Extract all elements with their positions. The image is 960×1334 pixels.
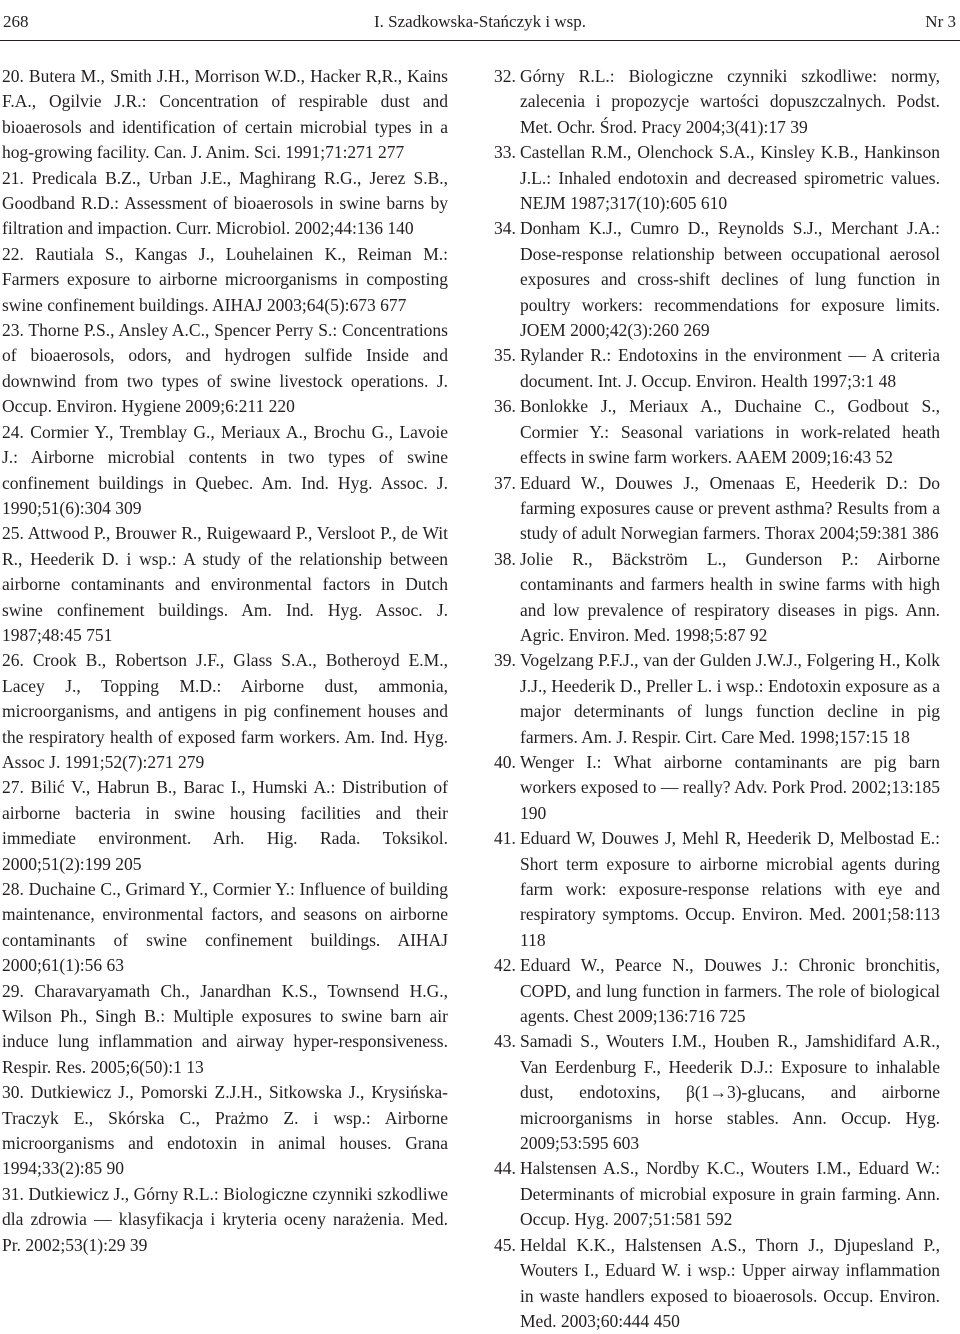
- reference-item: [494, 1233, 940, 1334]
- reference-item: [2, 979, 448, 1081]
- reference-item: [494, 648, 940, 750]
- reference-item: [494, 394, 940, 470]
- reference-text: Bonlokke J., Meriaux A., Duchaine C., Godbout S., Cormier Y.: Seasonal variations in work-related heath effects in swine farm workers. AAEM 2009;16:43 52: [520, 396, 940, 468]
- reference-text: Górny R.L.: Biologiczne czynniki szkodliwe: normy, zalecenia i propozycje wartości dopuszczalnych. Podst. Met. Ochr. Środ. Pracy 2004;3(41):17 39: [520, 66, 940, 137]
- reference-text: Eduard W, Douwes J, Mehl R, Heederik D, Melbostad E.: Short term exposure to airborne microbial agents during farm work: exposure-response relations with eye and respiratory symptoms. Occup. Environ. Med. 2001;58:113 118: [520, 828, 940, 950]
- reference-item: [2, 877, 448, 979]
- reference-item: [2, 1080, 448, 1182]
- reference-item: [2, 166, 448, 242]
- reference-text: 23. Thorne P.S., Ansley A.C., Spencer Perry S.: Concentrations of bioaerosols, odors, and hydrogen sulfide Inside and downwind from two types of swine livestock operations. J. Occup. Environ. Hygiene 2009;6:211 220: [2, 320, 448, 417]
- reference-item: [2, 420, 448, 522]
- reference-text: Heldal K.K., Halstensen A.S., Thorn J., Djupesland P., Wouters I., Eduard W. i wsp.: Upper airway inflammation in waste handlers exposed to bioaerosols. Occup. Environ. Med. 2003;60:444 450: [520, 1234, 940, 1331]
- reference-text: 27. Bilić V., Habrun B., Barac I., Humski A.: Distribution of airborne bacteria in swine housing facilities and their immediate environment. Arh. Hig. Rada. Toksikol. 2000;51(2):199 205: [2, 777, 448, 874]
- reference-number: 34.: [494, 218, 516, 239]
- reference-item: [494, 750, 940, 826]
- reference-number: 42.: [494, 955, 516, 976]
- reference-text: 30. Dutkiewicz J., Pomorski Z.J.H., Sitkowska J., Krysińska-Traczyk E., Skórska C., Prażmo Z. i wsp.: Airborne microorganisms and endotoxin in animal houses. Grana 1994;33(2):85 90: [2, 1082, 448, 1179]
- page-number: 268: [3, 12, 29, 31]
- reference-text: 28. Duchaine C., Grimard Y., Cormier Y.: Influence of building maintenance, environmental factors, and seasons on airborne contaminants of swine confinement buildings. AIHAJ 2000;61(1):56 63: [2, 879, 448, 976]
- reference-text: 20. Butera M., Smith J.H., Morrison W.D., Hacker R,R., Kains F.A., Ogilvie J.R.: Concentration of respirable dust and bioaerosols and identification of certain microbial types in a hog-growing facility. Can. J. Anim. Sci. 1991;71:271 277: [2, 66, 448, 163]
- header-rule: [0, 40, 960, 41]
- reference-text: Donham K.J., Cumro D., Reynolds S.J., Merchant J.A.: Dose-response relationship between occupational aerosol exposures and cross-shift declines of lung function in poultry workers: recommendations for exposure limits. JOEM 2000;42(3):260 269: [520, 218, 940, 341]
- references-left-column: [2, 64, 448, 1258]
- reference-number: 32.: [494, 66, 516, 86]
- reference-item: [2, 64, 448, 166]
- reference-text: Jolie R., Bäckström L., Gunderson P.: Airborne contaminants and farmers health in swine farms with high and low prevalence of respiratory diseases in pigs. Ann. Agric. Environ. Med. 1998;5:87 92: [520, 548, 940, 645]
- reference-item: [494, 140, 940, 216]
- reference-text: 29. Charavaryamath Ch., Janardhan K.S., Townsend H.G., Wilson Ph., Singh B.: Multiple exposures to swine barn air induce lung inflammation and airway hyper-responsiveness. Respir. Res. 2005;6(50):1 13: [2, 980, 448, 1077]
- reference-text: 22. Rautiala S., Kangas J., Louhelainen K., Reiman M.: Farmers exposure to airborne microorganisms in composting swine confinement buildings. AIHAJ 2003;64(5):673 677: [2, 243, 448, 315]
- reference-item: [2, 1182, 448, 1258]
- reference-number: 43.: [494, 1031, 516, 1052]
- references-right-column: [494, 64, 940, 1334]
- reference-number: 44.: [494, 1158, 516, 1179]
- reference-item: [494, 64, 940, 140]
- reference-item: [494, 953, 940, 1029]
- reference-item: [494, 826, 940, 953]
- reference-item: [2, 521, 448, 648]
- reference-text: Rylander R.: Endotoxins in the environment — A criteria document. Int. J. Occup. Environ. Health 1997;3:1 48: [520, 345, 940, 391]
- running-title: I. Szadkowska-Stańczyk i wsp.: [374, 12, 586, 31]
- reference-text: 31. Dutkiewicz J., Górny R.L.: Biologiczne czynniki szkodliwe dla zdrowia — klasyfikacja i kryteria oceny narażenia. Med. Pr. 2002;53(1):29 39: [2, 1183, 448, 1255]
- reference-item: [494, 547, 940, 649]
- reference-number: 39.: [494, 650, 516, 671]
- reference-text: 24. Cormier Y., Tremblay G., Meriaux A., Brochu G., Lavoie J.: Airborne microbial contents in two types of swine confinement buildings in Quebec. Am. Ind. Hyg. Assoc. J. 1990;51(6):304 309: [2, 421, 448, 518]
- reference-text: Eduard W., Douwes J., Omenaas E, Heederik D.: Do farming exposures cause or prevent asthma? Results from a study of adult Norwegian farmers. Thorax 2004;59:381 386: [520, 472, 940, 544]
- reference-number: 37.: [494, 472, 516, 493]
- reference-item: [494, 343, 940, 394]
- reference-item: [494, 216, 940, 343]
- reference-number: 36.: [494, 396, 516, 417]
- reference-text: Samadi S., Wouters I.M., Houben R., Jamshidifard A.R., Van Eerdenburg F., Heederik D.J.: Exposure to inhalable dust, endotoxins, β(1→3)-glucans, and airborne microorganisms in horse stables. Ann. Occup. Hyg. 2009;53:595 603: [520, 1031, 940, 1154]
- reference-item: [2, 648, 448, 775]
- reference-text: Eduard W., Pearce N., Douwes J.: Chronic bronchitis, COPD, and lung function in farmers. The role of biological agents. Chest 2009;136:716 725: [520, 955, 940, 1027]
- reference-number: 45.: [494, 1234, 516, 1255]
- reference-item: [494, 1156, 940, 1232]
- reference-number: 41.: [494, 828, 516, 849]
- reference-item: [494, 1029, 940, 1156]
- running-header: [0, 0, 960, 40]
- reference-number: 40.: [494, 751, 516, 772]
- reference-text: Castellan R.M., Olenchock S.A., Kinsley K.B., Hankinson J.L.: Inhaled endotoxin and decreased spirometric values. NEJM 1987;317(10):605 610: [520, 142, 940, 214]
- reference-text: Halstensen A.S., Nordby K.C., Wouters I.M., Eduard W.: Determinants of microbial exposure in grain farming. Ann. Occup. Hyg. 2007;51:581 592: [520, 1158, 940, 1230]
- reference-item: [2, 242, 448, 318]
- reference-text: 25. Attwood P., Brouwer R., Ruigewaard P., Versloot P., de Wit R., Heederik D. i wsp.: A study of the relationship between airborne contaminants and environmental factors in Dutch swine confinement buildings. Am. Ind. Hyg. Assoc. J. 1987;48:45 751: [2, 523, 448, 645]
- issue-label: Nr 3: [925, 12, 956, 31]
- reference-text: Vogelzang P.F.J., van der Gulden J.W.J., Folgering H., Kolk J.J., Heederik D., Preller L. i wsp.: Endotoxin exposure as a major determinants of lungs function decline in pig farmers. Am. J. Respir. Cirt. Care Med. 1998;157:15 18: [520, 650, 940, 747]
- reference-item: [2, 318, 448, 420]
- reference-number: 33.: [494, 142, 516, 163]
- reference-item: [2, 775, 448, 877]
- reference-text: Wenger I.: What airborne contaminants are pig barn workers exposed to — really? Adv. Pork Prod. 2002;13:185 190: [520, 751, 940, 823]
- reference-text: 26. Crook B., Robertson J.F., Glass S.A., Botheroyd E.M., Lacey J., Topping M.D.: Airborne dust, ammonia, microorganisms, and antigens in pig confinement houses and the respiratory health of exposed farm workers. Am. Ind. Hyg. Assoc J. 1991;52(7):271 279: [2, 650, 448, 772]
- reference-number: 35.: [494, 345, 516, 366]
- reference-item: [494, 471, 940, 547]
- reference-number: 38.: [494, 548, 516, 569]
- reference-text: 21. Predicala B.Z., Urban J.E., Maghirang R.G., Jerez S.B., Goodband R.D.: Assessment of bioaerosols in swine barns by filtration and impaction. Curr. Microbiol. 2002;44:136 140: [2, 167, 448, 239]
